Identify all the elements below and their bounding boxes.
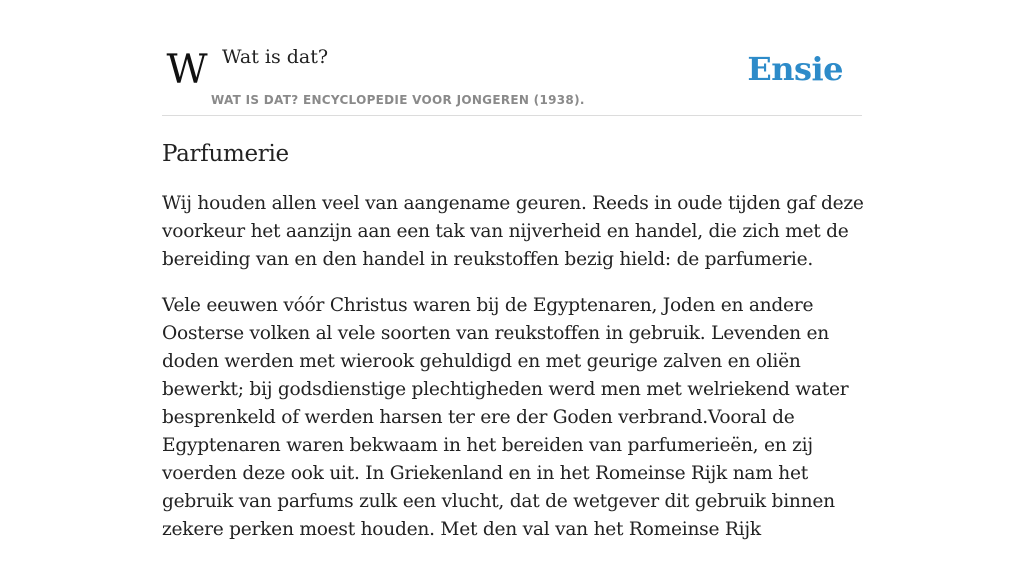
- source-subtitle: WAT IS DAT? ENCYCLOPEDIE VOOR JONGEREN (1938).: [211, 93, 585, 107]
- site-header: [162, 40, 862, 116]
- article-title: Parfumerie: [162, 141, 289, 167]
- svg-text:W: W: [166, 47, 208, 93]
- brand-logo-link[interactable]: Ensie: [747, 50, 843, 88]
- wikipedia-w-icon[interactable]: [165, 47, 209, 93]
- article: [162, 138, 864, 562]
- article-paragraph: Wij houden allen veel van aangename geuren. Reeds in oude tijden gaf deze voorkeur het aanzijn aan een tak van nijverheid en handel, die zich met de bereiding van en den handel in reukstoffen bezig hield: de parfumerie.: [162, 193, 864, 270]
- source-title-link[interactable]: Wat is dat?: [222, 46, 329, 68]
- article-paragraph: Vele eeuwen vóór Christus waren bij de Egyptenaren, Joden en andere Oosterse volken al vele soorten van reukstoffen in gebruik. Levenden en doden werden met wierook gehuldigd en met geurige zalven en oliën bewerkt; bij godsdienstige plechtigheden werd men met welriekend water besprenkeld of werden harsen ter ere der Goden verbrand.Vooral de Egyptenaren waren bekwaam in het bereiden van parfumerieën, en zij voerden deze ook uit. In Griekenland en in het Romeinse Rijk nam het gebruik van parfums zulk een vlucht, dat de wetgever dit gebruik binnen zekere perken moest houden. Met den val van het Romeinse Rijk: [162, 295, 849, 540]
